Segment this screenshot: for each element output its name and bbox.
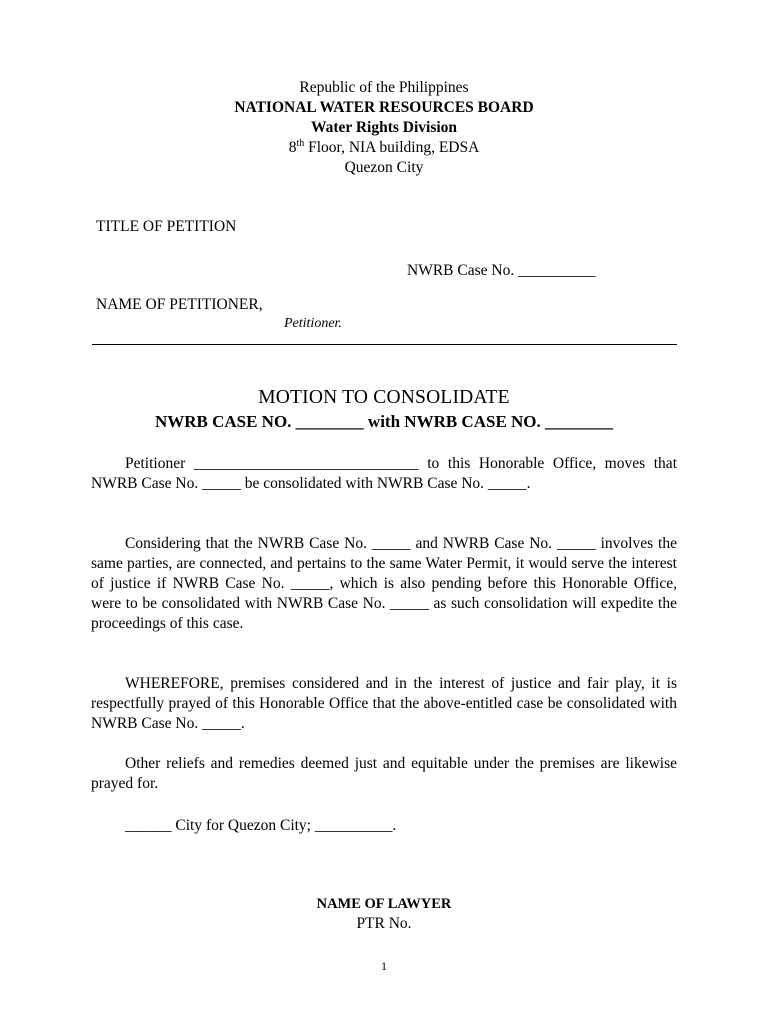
paragraph-other-reliefs: Other reliefs and remedies deemed just and equitable under the premises are likewise prayed for.: [91, 755, 677, 792]
address-floor-number: 8: [288, 139, 297, 156]
header-address: [0, 138, 768, 158]
petitioner-role: Petitioner.: [284, 316, 342, 331]
paragraph-wherefore: WHEREFORE, premises considered and in the interest of justice and fair play, it is respectfully prayed of this Honorable Office that the above-entitled case be consolidated with NWRB Case No. _____.: [91, 675, 677, 732]
address-building: Floor, NIA building, EDSA: [304, 139, 480, 156]
petitioner-name: NAME OF PETITIONER,: [96, 296, 263, 313]
place-and-date: ______ City for Quezon City; __________.: [125, 817, 397, 834]
motion-title: MOTION TO CONSOLIDATE: [258, 387, 510, 408]
header-republic: Republic of the Philippines: [299, 79, 469, 96]
page-number: 1: [381, 959, 387, 973]
case-number: NWRB Case No. __________: [407, 262, 596, 279]
title-of-petition: TITLE OF PETITION: [96, 218, 237, 235]
lawyer-name: NAME OF LAWYER: [316, 896, 452, 912]
caption-divider: [92, 344, 677, 345]
header-division: Water Rights Division: [310, 119, 458, 136]
paragraph-petitioner: Petitioner _____________________________ to this Honorable Office, moves that NWRB Case No. _____ be consolidated with NWRB Case No. _____.: [91, 455, 677, 492]
header-board: NATIONAL WATER RESOURCES BOARD: [234, 99, 534, 116]
motion-subtitle: NWRB CASE NO. ________ with NWRB CASE NO. ________: [154, 412, 614, 431]
header-city: Quezon City: [344, 159, 424, 176]
paragraph-considering: Considering that the NWRB Case No. _____ and NWRB Case No. _____ involves the same parties, are connected, and pertains to the same Water Permit, it would serve the interest of justice if NWRB Case No. _____, which is also pending before this Honorable Office, were to be consolidated with NWRB Case No. _____ as such consolidation will expedite the proceedings of this case.: [91, 535, 677, 632]
ptr-number: PTR No.: [356, 915, 412, 932]
address-floor-suffix: th: [296, 138, 305, 149]
